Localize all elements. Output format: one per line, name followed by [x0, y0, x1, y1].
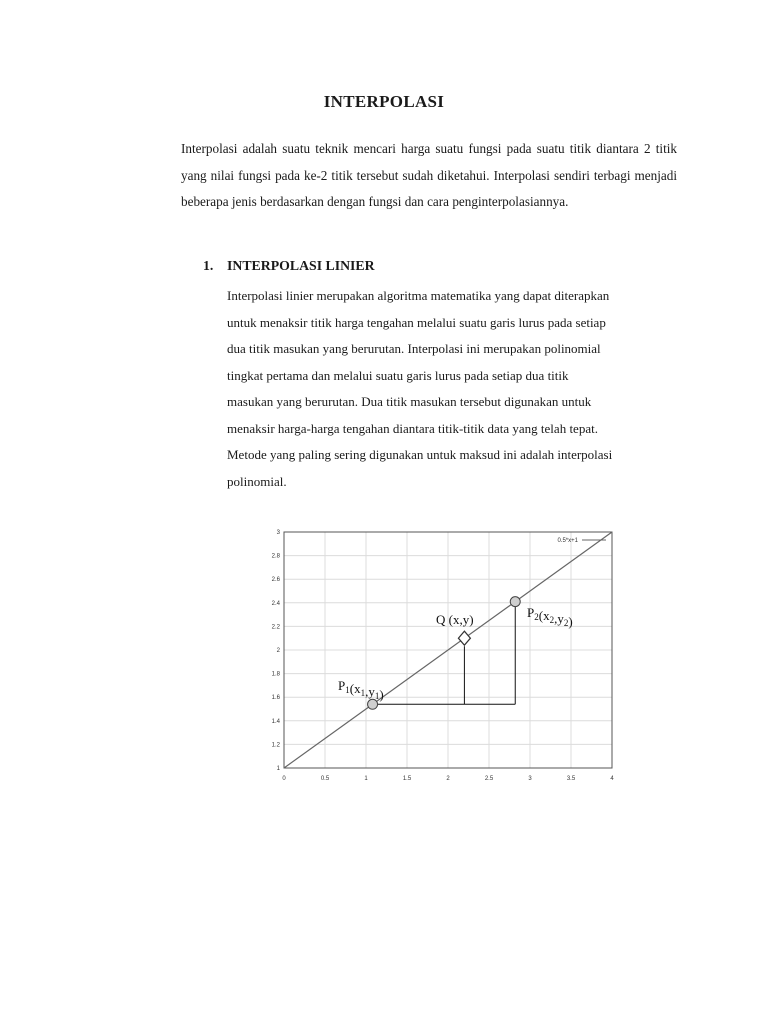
point-q-marker [458, 631, 470, 645]
x-tick-label: 4 [610, 776, 614, 782]
section-title: INTERPOLASI LINIER [227, 258, 375, 273]
x-tick-label: 0.5 [320, 776, 330, 782]
y-tick-label: 3 [276, 530, 280, 536]
legend-label: 0.5*x+1 [557, 538, 578, 544]
y-tick-label: 2.8 [271, 553, 280, 560]
body-line: masukan yang berurutan. Dua titik masukan tersebut digunakan untuk [227, 394, 592, 409]
body-line: dua titik masukan yang berurutan. Interpolasi ini merupakan polinomial [227, 341, 601, 356]
body-line: tingkat pertama dan melalui suatu garis lurus pada setiap dua titik [227, 367, 569, 383]
point-p2-marker [510, 597, 520, 607]
interpolation-chart [266, 526, 626, 788]
y-tick-label: 2 [276, 648, 280, 654]
y-tick-label: 1.6 [271, 695, 280, 702]
x-tick-label: 3.5 [566, 776, 576, 782]
document-title: INTERPOLASI [323, 92, 445, 111]
section-number: 1. [203, 258, 214, 273]
x-tick-label: 2.5 [484, 776, 494, 782]
y-tick-label: 1.8 [271, 671, 280, 678]
x-tick-label: 3 [528, 776, 532, 782]
point-p2-label: $P_2(x_2,y_2)$ [527, 605, 573, 629]
body-line: untuk menaksir titik harga tengahan melalui suatu garis lurus pada setiap [227, 314, 606, 330]
section-body [227, 283, 677, 495]
y-tick-label: 1.2 [271, 742, 280, 749]
section-heading [203, 258, 375, 274]
y-tick-label: 2.4 [271, 600, 280, 607]
x-tick-label: 2 [446, 776, 450, 782]
y-tick-label: 2.6 [271, 577, 280, 584]
x-tick-label: 0 [282, 776, 286, 782]
x-tick-label: 1 [364, 776, 368, 782]
y-tick-label: 2.2 [271, 624, 280, 631]
intro-paragraph: Interpolasi adalah suatu teknik mencari harga suatu fungsi pada suatu titik diantara 2 titik yang nilai fungsi pada ke-2 titik tersebut sudah diketahui. Interpolasi sendiri terbagi menjadi beberapa jenis berdasarkan dengan fungsi dan cara penginterpolasiannya. [181, 141, 677, 209]
y-tick-label: 1.4 [271, 718, 280, 725]
y-tick-label: 1 [276, 766, 280, 772]
point-q-label: Q (x,y) [436, 612, 474, 627]
body-line: menaksir harga-harga tengahan diantara titik-titik data yang telah tepat. [227, 420, 598, 436]
body-line: Metode yang paling sering digunakan untuk maksud ini adalah interpolasi [227, 447, 613, 462]
point-p1-label: $P_1(x_1,y_1)$ [338, 678, 384, 702]
x-tick-label: 1.5 [402, 776, 412, 782]
body-line: Interpolasi linier merupakan algoritma matematika yang dapat diterapkan [227, 288, 610, 303]
body-line: polinomial. [227, 473, 287, 489]
